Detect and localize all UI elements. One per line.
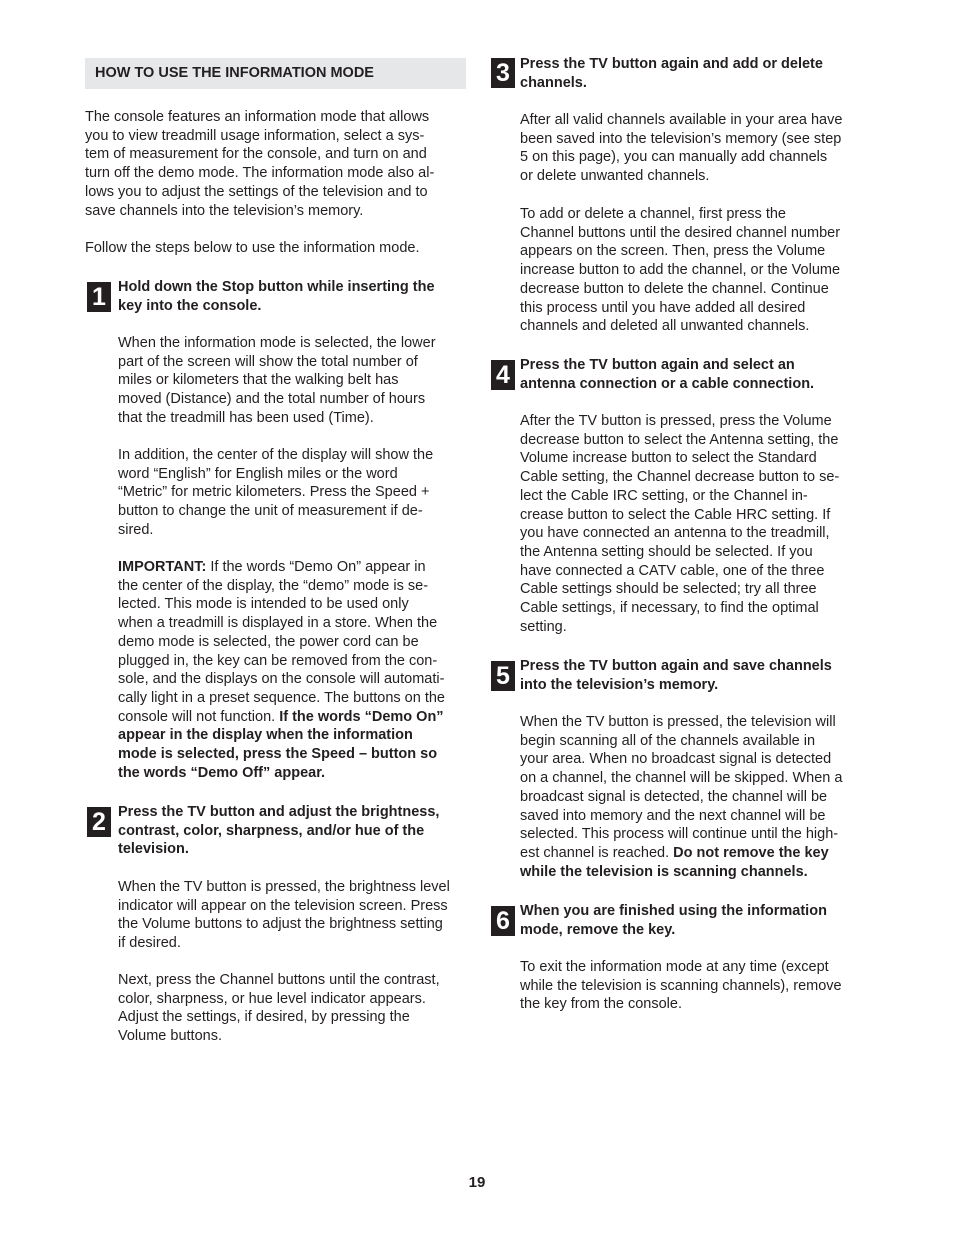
step-5-heading: Press the TV button again and save channels into the television’s memory. bbox=[520, 658, 832, 693]
step-6-heading: When you are finished using the information mode, remove the key. bbox=[520, 903, 827, 938]
intro-paragraph: The console features an information mode that allows you to view treadmill usage information, select a sys- tem of measurement for the console, and turn on and turn off the demo mode. The information mode also al- lows you to adjust the settings of the television and to save channels into the television’s memory. bbox=[85, 109, 435, 219]
step-5-number-badge: 5 bbox=[491, 661, 515, 691]
step-3-heading: Press the TV button again and add or delete channels. bbox=[520, 56, 823, 91]
page-number: 19 bbox=[468, 1174, 486, 1191]
step-1-paragraph-2: In addition, the center of the display will show the word “English” for English miles or the word “Metric” for metric kilometers. Press the Speed + button to change the unit of measurement if de- sired. bbox=[118, 447, 434, 538]
step-5-bold-warning: Do not remove the key while the television is scanning channels. bbox=[520, 844, 829, 880]
step-6-paragraph-1: To exit the information mode at any time (except while the television is scanning channels), remove the key from the console. bbox=[520, 959, 842, 1013]
step-1-paragraph-1: When the information mode is selected, the lower part of the screen will show the total number of miles or kilometers that the walking belt has moved (Distance) and the total number of hours that the treadmill has been used (Time). bbox=[118, 335, 436, 426]
follow-paragraph: Follow the steps below to use the information mode. bbox=[85, 240, 420, 256]
step-2-heading: Press the TV button and adjust the brightness, contrast, color, sharpness, and/or hue of the television. bbox=[118, 804, 440, 858]
step-1-number-badge: 1 bbox=[87, 282, 111, 312]
step-3-paragraph-1: After all valid channels available in your area have been saved into the television’s memory (see step 5 on this page), you can manually add channels or delete unwanted channels. bbox=[520, 112, 843, 185]
step-2-number-badge: 2 bbox=[87, 807, 111, 837]
section-title: HOW TO USE THE INFORMATION MODE bbox=[85, 58, 466, 89]
step-4-number-badge: 4 bbox=[491, 360, 515, 390]
step-3-number-badge: 3 bbox=[491, 58, 515, 88]
step-6-number-badge: 6 bbox=[491, 906, 515, 936]
step-2-paragraph-1: When the TV button is pressed, the brightness level indicator will appear on the television screen. Press the Volume buttons to adjust the brightness setting if desired. bbox=[118, 879, 450, 952]
important-label: IMPORTANT: bbox=[118, 559, 207, 575]
important-text: If the words “Demo On” appear in the center of the display, the “demo” mode is se- lected. This mode is intended to be used only when a treadmill is displayed in a store. When the demo mode is selected, the power cord can be plugged in, the key can be removed from the con- sole, and the displays on the console will automati- cally light in a preset sequence. The buttons on the console will not function. bbox=[118, 559, 446, 725]
step-3-paragraph-2: To add or delete a channel, first press the Channel buttons until the desired channel number appears on the screen. Then, press the Volume increase button to add the channel, or the Volume decrease button to delete the channel. Continue this process until you have added all desired channels and deleted all unwanted channels. bbox=[520, 206, 841, 335]
step-4-heading: Press the TV button again and select an antenna connection or a cable connection. bbox=[520, 357, 815, 392]
step-4-paragraph-1: After the TV button is pressed, press the Volume decrease button to select the Antenna setting, the Volume increase button to select the Standard Cable setting, the Channel decrease button to se- lect the Cable IRC setting, or the Channel in- crease button to select the Cable HRC setting. If you have connected an antenna to the treadmill, the Antenna setting should be selected. If you have connected a CATV cable, one of the three Cable settings should be selected; try all three Cable settings, if necessary, to find the optimal setting. bbox=[520, 413, 840, 635]
step-5-text: When the TV button is pressed, the television will begin scanning all of the channels available in your area. When no broadcast signal is detected on a channel, the channel will be skipped. When a broadcast signal is detected, the channel will be saved into memory and the next channel will be selected. This process will continue until the high- est channel is reached. bbox=[520, 714, 843, 861]
step-1-important-paragraph bbox=[118, 558, 468, 782]
step-5-paragraph-1 bbox=[520, 713, 872, 881]
step-2-paragraph-2: Next, press the Channel buttons until the contrast, color, sharpness, or hue level indicator appears. Adjust the settings, if desired, by pressing the Volume buttons. bbox=[118, 972, 440, 1045]
step-1-heading: Hold down the Stop button while inserting the key into the console. bbox=[118, 279, 435, 314]
important-bold-text: If the words “Demo On” appear in the display when the information mode is selected, press the Speed – button so the words “Demo Off” appear. bbox=[118, 708, 444, 781]
